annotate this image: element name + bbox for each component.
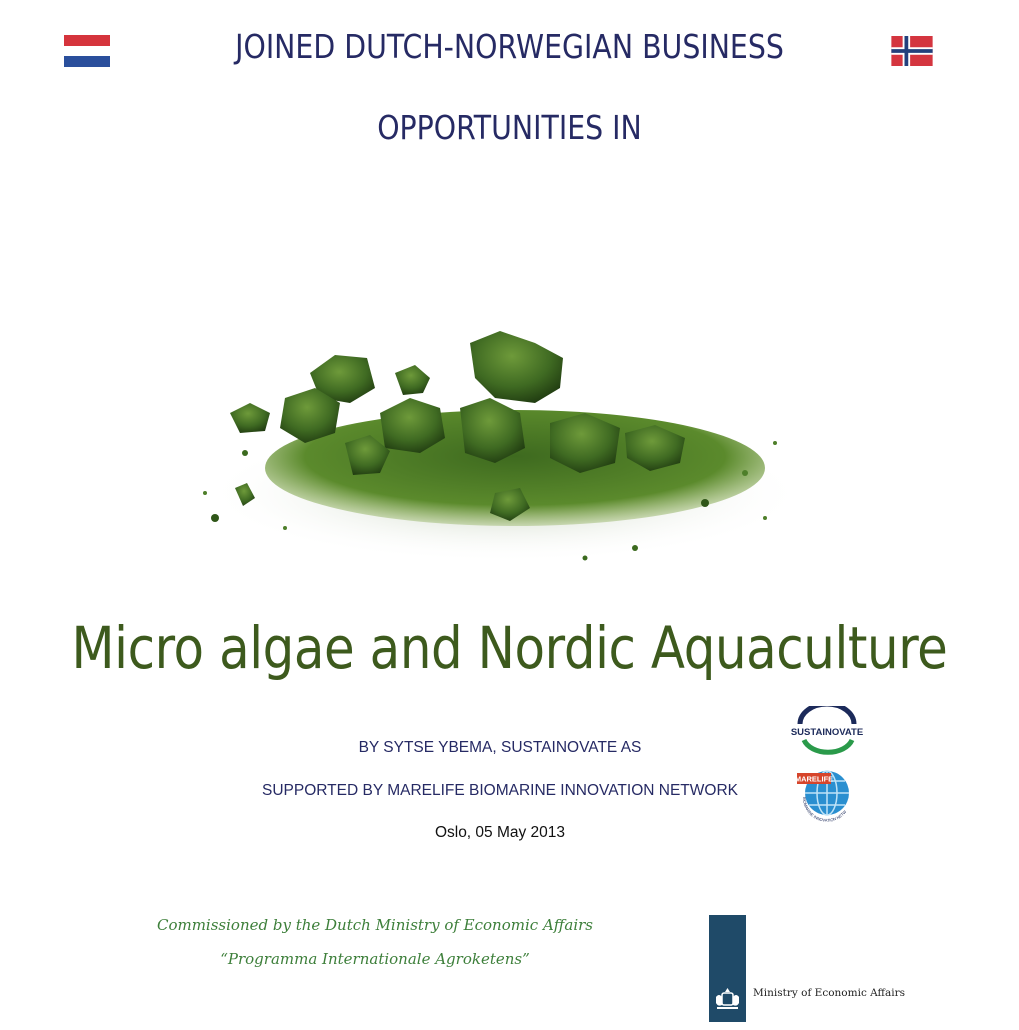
author-line: BY SYTSE YBEMA, SUSTAINOVATE AS	[358, 739, 642, 756]
title-line-1: JOINED DUTCH-NORWEGIAN BUSINESS	[235, 27, 784, 66]
ministry-label: Ministry of Economic Affairs	[753, 987, 906, 999]
title-line-2: OPPORTUNITIES IN	[377, 108, 642, 147]
support-line: SUPPORTED BY MARELIFE BIOMARINE INNOVATION NETWORK	[262, 782, 738, 799]
date-line: Oslo, 05 May 2013	[434, 824, 566, 841]
marelife-logo	[795, 767, 857, 823]
commission-line-1: Commissioned by the Dutch Ministry of Economic Affairs	[156, 916, 594, 934]
marelife-logo-text: MARELIFE	[795, 774, 834, 784]
marelife-ring-text: BIOMARINE INNOVATION NETW	[801, 796, 848, 823]
sustainovate-logo	[786, 706, 868, 758]
sustainovate-logo-text: SUSTAINOVATE	[790, 727, 864, 738]
main-heading: Micro algae and Nordic Aquaculture	[71, 614, 948, 682]
commission-line-2: “Programma Internationale Agroketens”	[220, 950, 530, 968]
ministry-crest-icon	[713, 985, 742, 1012]
microalgae-powder-image	[185, 303, 810, 583]
